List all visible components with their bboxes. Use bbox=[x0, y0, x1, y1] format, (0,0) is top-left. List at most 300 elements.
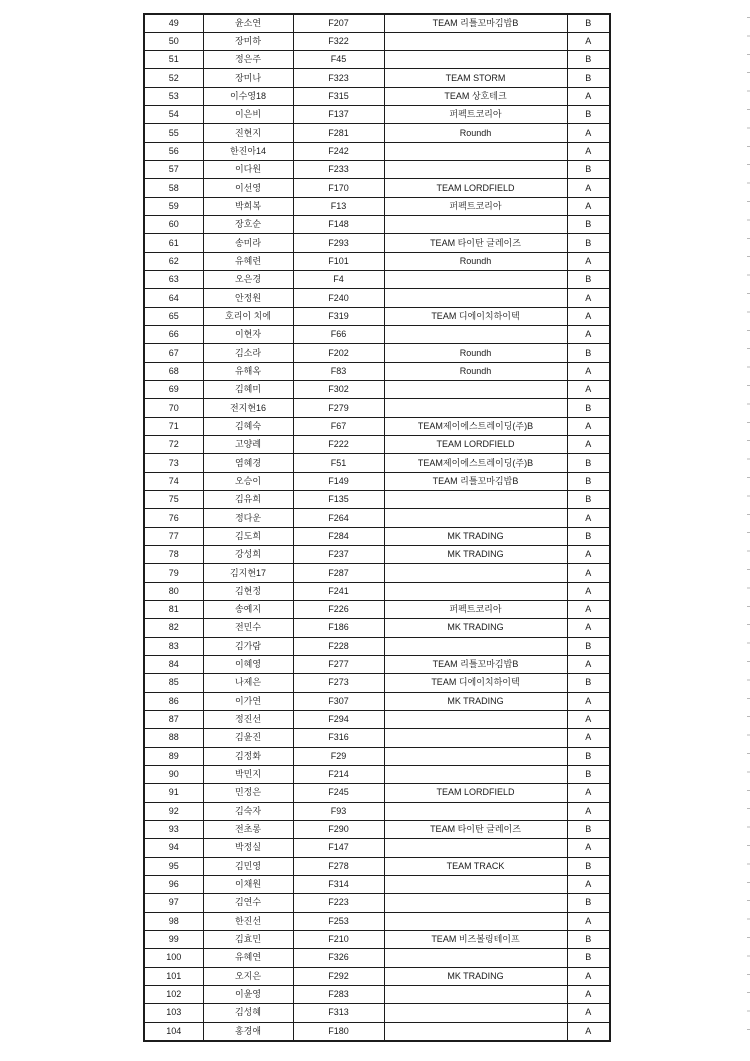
table-row bbox=[144, 87, 610, 105]
table-row bbox=[144, 307, 610, 325]
cell-group: B bbox=[567, 472, 610, 490]
cell-group: B bbox=[567, 857, 610, 875]
cell-no: 69 bbox=[144, 381, 203, 399]
cell-name: 이윤영 bbox=[203, 985, 293, 1003]
cell-group: A bbox=[567, 1022, 610, 1041]
cell-group: B bbox=[567, 454, 610, 472]
cell-code: F323 bbox=[293, 69, 384, 87]
cell-no: 70 bbox=[144, 399, 203, 417]
cell-code: F228 bbox=[293, 637, 384, 655]
cell-no: 100 bbox=[144, 949, 203, 967]
table-row bbox=[144, 417, 610, 435]
cell-name: 박희복 bbox=[203, 197, 293, 215]
cell-group: B bbox=[567, 637, 610, 655]
table-row bbox=[144, 784, 610, 802]
table-row bbox=[144, 491, 610, 509]
cell-code: F4 bbox=[293, 271, 384, 289]
cell-group: A bbox=[567, 729, 610, 747]
cell-no: 81 bbox=[144, 601, 203, 619]
cell-name: 염혜경 bbox=[203, 454, 293, 472]
table-row bbox=[144, 14, 610, 32]
cell-team: MK TRADING bbox=[384, 546, 567, 564]
cell-no: 97 bbox=[144, 894, 203, 912]
cell-name: 이은비 bbox=[203, 106, 293, 124]
table-row bbox=[144, 601, 610, 619]
table-row bbox=[144, 802, 610, 820]
cell-name: 김민영 bbox=[203, 857, 293, 875]
cell-team: TEAM 타이탄 글레이즈 bbox=[384, 820, 567, 838]
cell-code: F287 bbox=[293, 564, 384, 582]
cell-no: 72 bbox=[144, 436, 203, 454]
cell-team: TEAM 디에이치하이텍 bbox=[384, 307, 567, 325]
roster-table bbox=[143, 13, 611, 1042]
cell-name: 강성희 bbox=[203, 546, 293, 564]
cell-code: F278 bbox=[293, 857, 384, 875]
table-row bbox=[144, 820, 610, 838]
cell-name: 김가람 bbox=[203, 637, 293, 655]
cell-team: 퍼펙트코리아 bbox=[384, 197, 567, 215]
cell-name: 장호순 bbox=[203, 216, 293, 234]
cell-group: A bbox=[567, 875, 610, 893]
cell-code: F51 bbox=[293, 454, 384, 472]
cell-code: F101 bbox=[293, 252, 384, 270]
cell-group: A bbox=[567, 582, 610, 600]
cell-group: B bbox=[567, 51, 610, 69]
cell-group: B bbox=[567, 271, 610, 289]
table-row bbox=[144, 1022, 610, 1041]
cell-name: 정진선 bbox=[203, 710, 293, 728]
cell-name: 유혜련 bbox=[203, 252, 293, 270]
cell-no: 96 bbox=[144, 875, 203, 893]
cell-name: 전초롱 bbox=[203, 820, 293, 838]
cell-name: 한진선 bbox=[203, 912, 293, 930]
cell-group: B bbox=[567, 674, 610, 692]
cell-code: F253 bbox=[293, 912, 384, 930]
cell-team bbox=[384, 271, 567, 289]
cell-group: A bbox=[567, 289, 610, 307]
cell-no: 62 bbox=[144, 252, 203, 270]
cell-no: 77 bbox=[144, 527, 203, 545]
cell-team: TEAM LORDFIELD bbox=[384, 436, 567, 454]
cell-no: 51 bbox=[144, 51, 203, 69]
cell-name: 전민수 bbox=[203, 619, 293, 637]
cell-no: 71 bbox=[144, 417, 203, 435]
cell-no: 91 bbox=[144, 784, 203, 802]
cell-group: A bbox=[567, 252, 610, 270]
table-row bbox=[144, 381, 610, 399]
cell-code: F170 bbox=[293, 179, 384, 197]
cell-code: F67 bbox=[293, 417, 384, 435]
cell-group: A bbox=[567, 839, 610, 857]
cell-team bbox=[384, 985, 567, 1003]
cell-no: 92 bbox=[144, 802, 203, 820]
cell-code: F316 bbox=[293, 729, 384, 747]
cell-team bbox=[384, 142, 567, 160]
cell-group: A bbox=[567, 307, 610, 325]
table-row bbox=[144, 362, 610, 380]
cell-no: 78 bbox=[144, 546, 203, 564]
cell-code: F284 bbox=[293, 527, 384, 545]
cell-code: F307 bbox=[293, 692, 384, 710]
cell-group: A bbox=[567, 619, 610, 637]
cell-team bbox=[384, 564, 567, 582]
cell-code: F202 bbox=[293, 344, 384, 362]
cell-no: 54 bbox=[144, 106, 203, 124]
cell-name: 나제은 bbox=[203, 674, 293, 692]
table-row bbox=[144, 106, 610, 124]
cell-name: 홍경애 bbox=[203, 1022, 293, 1041]
cell-team: TEAM TRACK bbox=[384, 857, 567, 875]
cell-name: 호리이 치에 bbox=[203, 307, 293, 325]
table-row bbox=[144, 692, 610, 710]
cell-team: 퍼펙트코리아 bbox=[384, 106, 567, 124]
cell-group: A bbox=[567, 710, 610, 728]
cell-no: 103 bbox=[144, 1004, 203, 1022]
cell-team bbox=[384, 326, 567, 344]
cell-name: 송예지 bbox=[203, 601, 293, 619]
cell-group: B bbox=[567, 527, 610, 545]
cell-no: 53 bbox=[144, 87, 203, 105]
cell-no: 61 bbox=[144, 234, 203, 252]
table-row bbox=[144, 142, 610, 160]
cell-no: 82 bbox=[144, 619, 203, 637]
cell-name: 김성혜 bbox=[203, 1004, 293, 1022]
cell-code: F66 bbox=[293, 326, 384, 344]
table-row bbox=[144, 729, 610, 747]
cell-team: TEAM 디에이치하이텍 bbox=[384, 674, 567, 692]
cell-code: F186 bbox=[293, 619, 384, 637]
table-row bbox=[144, 875, 610, 893]
cell-team bbox=[384, 949, 567, 967]
cell-team bbox=[384, 839, 567, 857]
cell-code: F240 bbox=[293, 289, 384, 307]
table-row bbox=[144, 179, 610, 197]
table-row bbox=[144, 747, 610, 765]
cell-name: 김도희 bbox=[203, 527, 293, 545]
cell-group: A bbox=[567, 985, 610, 1003]
cell-team: MK TRADING bbox=[384, 692, 567, 710]
cell-group: A bbox=[567, 32, 610, 50]
cell-group: A bbox=[567, 381, 610, 399]
cell-no: 93 bbox=[144, 820, 203, 838]
cell-no: 85 bbox=[144, 674, 203, 692]
cell-group: B bbox=[567, 949, 610, 967]
cell-name: 김윤진 bbox=[203, 729, 293, 747]
cell-group: A bbox=[567, 124, 610, 142]
cell-no: 87 bbox=[144, 710, 203, 728]
cell-name: 이수영18 bbox=[203, 87, 293, 105]
cell-group: A bbox=[567, 784, 610, 802]
cell-team bbox=[384, 381, 567, 399]
cell-team: TEAM 리틀꼬마김밥B bbox=[384, 655, 567, 673]
cell-group: A bbox=[567, 546, 610, 564]
table-row bbox=[144, 289, 610, 307]
cell-code: F283 bbox=[293, 985, 384, 1003]
table-row bbox=[144, 619, 610, 637]
cell-code: F319 bbox=[293, 307, 384, 325]
cell-name: 오은경 bbox=[203, 271, 293, 289]
cell-name: 장미하 bbox=[203, 32, 293, 50]
cell-team bbox=[384, 710, 567, 728]
cell-code: F273 bbox=[293, 674, 384, 692]
cell-group: B bbox=[567, 344, 610, 362]
cell-group: A bbox=[567, 912, 610, 930]
cell-no: 75 bbox=[144, 491, 203, 509]
cell-group: A bbox=[567, 179, 610, 197]
cell-group: A bbox=[567, 967, 610, 985]
cell-no: 59 bbox=[144, 197, 203, 215]
table-row bbox=[144, 509, 610, 527]
cell-no: 65 bbox=[144, 307, 203, 325]
cell-no: 94 bbox=[144, 839, 203, 857]
cell-team bbox=[384, 729, 567, 747]
cell-name: 김소라 bbox=[203, 344, 293, 362]
table-row bbox=[144, 344, 610, 362]
cell-team bbox=[384, 637, 567, 655]
table-row bbox=[144, 912, 610, 930]
cell-no: 89 bbox=[144, 747, 203, 765]
cell-name: 고양례 bbox=[203, 436, 293, 454]
cell-no: 68 bbox=[144, 362, 203, 380]
cell-group: A bbox=[567, 197, 610, 215]
cell-code: F279 bbox=[293, 399, 384, 417]
cell-name: 유혜연 bbox=[203, 949, 293, 967]
cell-team: TEAM 타이탄 글레이즈 bbox=[384, 234, 567, 252]
cell-name: 송미라 bbox=[203, 234, 293, 252]
cell-code: F223 bbox=[293, 894, 384, 912]
cell-group: B bbox=[567, 747, 610, 765]
cell-team bbox=[384, 32, 567, 50]
cell-no: 66 bbox=[144, 326, 203, 344]
table-row bbox=[144, 32, 610, 50]
cell-team bbox=[384, 1004, 567, 1022]
cell-team bbox=[384, 51, 567, 69]
cell-group: A bbox=[567, 802, 610, 820]
cell-code: F293 bbox=[293, 234, 384, 252]
cell-name: 김숙자 bbox=[203, 802, 293, 820]
cell-code: F292 bbox=[293, 967, 384, 985]
table-row bbox=[144, 216, 610, 234]
cell-team bbox=[384, 875, 567, 893]
table-row bbox=[144, 51, 610, 69]
cell-team bbox=[384, 289, 567, 307]
cell-team: MK TRADING bbox=[384, 527, 567, 545]
cell-group: B bbox=[567, 820, 610, 838]
cell-code: F245 bbox=[293, 784, 384, 802]
cell-name: 민정은 bbox=[203, 784, 293, 802]
cell-code: F45 bbox=[293, 51, 384, 69]
cell-team bbox=[384, 747, 567, 765]
cell-team: TEAM 리틀꼬마김밥B bbox=[384, 472, 567, 490]
cell-team: MK TRADING bbox=[384, 619, 567, 637]
cell-name: 오지은 bbox=[203, 967, 293, 985]
cell-team: TEAM LORDFIELD bbox=[384, 179, 567, 197]
cell-code: F302 bbox=[293, 381, 384, 399]
cell-group: A bbox=[567, 142, 610, 160]
cell-no: 60 bbox=[144, 216, 203, 234]
cell-name: 이선영 bbox=[203, 179, 293, 197]
cell-no: 74 bbox=[144, 472, 203, 490]
cell-no: 102 bbox=[144, 985, 203, 1003]
table-row bbox=[144, 637, 610, 655]
cell-group: A bbox=[567, 601, 610, 619]
cell-group: B bbox=[567, 930, 610, 948]
table-row bbox=[144, 967, 610, 985]
cell-name: 장미나 bbox=[203, 69, 293, 87]
cell-name: 김혜미 bbox=[203, 381, 293, 399]
cell-name: 전지현16 bbox=[203, 399, 293, 417]
cell-no: 83 bbox=[144, 637, 203, 655]
cell-code: F210 bbox=[293, 930, 384, 948]
cell-no: 98 bbox=[144, 912, 203, 930]
cell-no: 88 bbox=[144, 729, 203, 747]
table-row bbox=[144, 655, 610, 673]
table-row bbox=[144, 234, 610, 252]
cell-code: F149 bbox=[293, 472, 384, 490]
cell-code: F135 bbox=[293, 491, 384, 509]
cell-no: 55 bbox=[144, 124, 203, 142]
table-row bbox=[144, 197, 610, 215]
cell-team: TEAM LORDFIELD bbox=[384, 784, 567, 802]
cell-no: 73 bbox=[144, 454, 203, 472]
cell-no: 99 bbox=[144, 930, 203, 948]
cell-name: 김효민 bbox=[203, 930, 293, 948]
cell-team bbox=[384, 161, 567, 179]
cell-team: Roundh bbox=[384, 362, 567, 380]
table-row bbox=[144, 710, 610, 728]
cell-group: B bbox=[567, 765, 610, 783]
cell-team bbox=[384, 765, 567, 783]
cell-name: 정은주 bbox=[203, 51, 293, 69]
table-row bbox=[144, 765, 610, 783]
table-row bbox=[144, 564, 610, 582]
table-row bbox=[144, 399, 610, 417]
table-row bbox=[144, 69, 610, 87]
cell-group: A bbox=[567, 509, 610, 527]
cell-name: 박정실 bbox=[203, 839, 293, 857]
cell-team bbox=[384, 1022, 567, 1041]
cell-no: 104 bbox=[144, 1022, 203, 1041]
cell-no: 67 bbox=[144, 344, 203, 362]
cell-group: B bbox=[567, 69, 610, 87]
cell-name: 윤소연 bbox=[203, 14, 293, 32]
table-row bbox=[144, 674, 610, 692]
table-row bbox=[144, 161, 610, 179]
cell-group: B bbox=[567, 399, 610, 417]
cell-code: F322 bbox=[293, 32, 384, 50]
cell-group: A bbox=[567, 87, 610, 105]
cell-code: F290 bbox=[293, 820, 384, 838]
cell-team bbox=[384, 894, 567, 912]
cell-name: 김현정 bbox=[203, 582, 293, 600]
cell-code: F222 bbox=[293, 436, 384, 454]
cell-name: 오승이 bbox=[203, 472, 293, 490]
cell-group: A bbox=[567, 436, 610, 454]
cell-code: F313 bbox=[293, 1004, 384, 1022]
cell-team: TEAM 비즈볼링테이프 bbox=[384, 930, 567, 948]
table-row bbox=[144, 436, 610, 454]
table-row bbox=[144, 124, 610, 142]
cell-team: TEAM제이에스트레이딩(주)B bbox=[384, 454, 567, 472]
table-row bbox=[144, 454, 610, 472]
cell-group: B bbox=[567, 894, 610, 912]
cell-code: F137 bbox=[293, 106, 384, 124]
cell-code: F13 bbox=[293, 197, 384, 215]
cell-no: 56 bbox=[144, 142, 203, 160]
cell-name: 이다원 bbox=[203, 161, 293, 179]
cell-code: F241 bbox=[293, 582, 384, 600]
table-row bbox=[144, 894, 610, 912]
cell-no: 57 bbox=[144, 161, 203, 179]
cell-group: B bbox=[567, 491, 610, 509]
cell-code: F180 bbox=[293, 1022, 384, 1041]
cell-no: 84 bbox=[144, 655, 203, 673]
cell-team bbox=[384, 582, 567, 600]
cell-team: TEAM제이에스트레이딩(주)B bbox=[384, 417, 567, 435]
cell-no: 101 bbox=[144, 967, 203, 985]
cell-code: F315 bbox=[293, 87, 384, 105]
cell-no: 80 bbox=[144, 582, 203, 600]
cell-no: 58 bbox=[144, 179, 203, 197]
cell-no: 79 bbox=[144, 564, 203, 582]
cell-name: 이혜영 bbox=[203, 655, 293, 673]
cell-code: F237 bbox=[293, 546, 384, 564]
cell-no: 49 bbox=[144, 14, 203, 32]
cell-code: F226 bbox=[293, 601, 384, 619]
cell-group: A bbox=[567, 326, 610, 344]
cell-name: 유해옥 bbox=[203, 362, 293, 380]
cell-team bbox=[384, 216, 567, 234]
cell-code: F281 bbox=[293, 124, 384, 142]
cell-group: A bbox=[567, 655, 610, 673]
cell-code: F294 bbox=[293, 710, 384, 728]
cell-name: 김유희 bbox=[203, 491, 293, 509]
cell-name: 김정화 bbox=[203, 747, 293, 765]
table-row bbox=[144, 930, 610, 948]
table-row bbox=[144, 582, 610, 600]
cell-no: 63 bbox=[144, 271, 203, 289]
cell-team: Roundh bbox=[384, 124, 567, 142]
cell-code: F93 bbox=[293, 802, 384, 820]
cell-name: 이가연 bbox=[203, 692, 293, 710]
cell-team bbox=[384, 509, 567, 527]
table-row bbox=[144, 546, 610, 564]
cell-group: A bbox=[567, 692, 610, 710]
cell-team bbox=[384, 491, 567, 509]
cell-code: F147 bbox=[293, 839, 384, 857]
cell-name: 이현자 bbox=[203, 326, 293, 344]
cell-name: 안정원 bbox=[203, 289, 293, 307]
cell-code: F233 bbox=[293, 161, 384, 179]
cell-name: 한진아14 bbox=[203, 142, 293, 160]
cell-code: F242 bbox=[293, 142, 384, 160]
cell-no: 90 bbox=[144, 765, 203, 783]
table-row bbox=[144, 857, 610, 875]
table-row bbox=[144, 472, 610, 490]
cell-team bbox=[384, 802, 567, 820]
cell-code: F326 bbox=[293, 949, 384, 967]
cell-no: 50 bbox=[144, 32, 203, 50]
cell-code: F314 bbox=[293, 875, 384, 893]
cell-name: 정다운 bbox=[203, 509, 293, 527]
cell-team: TEAM STORM bbox=[384, 69, 567, 87]
table-row bbox=[144, 949, 610, 967]
cell-team: TEAM 상호테크 bbox=[384, 87, 567, 105]
cell-no: 95 bbox=[144, 857, 203, 875]
cell-group: B bbox=[567, 234, 610, 252]
table-row bbox=[144, 326, 610, 344]
cell-team: 퍼펙트코리아 bbox=[384, 601, 567, 619]
